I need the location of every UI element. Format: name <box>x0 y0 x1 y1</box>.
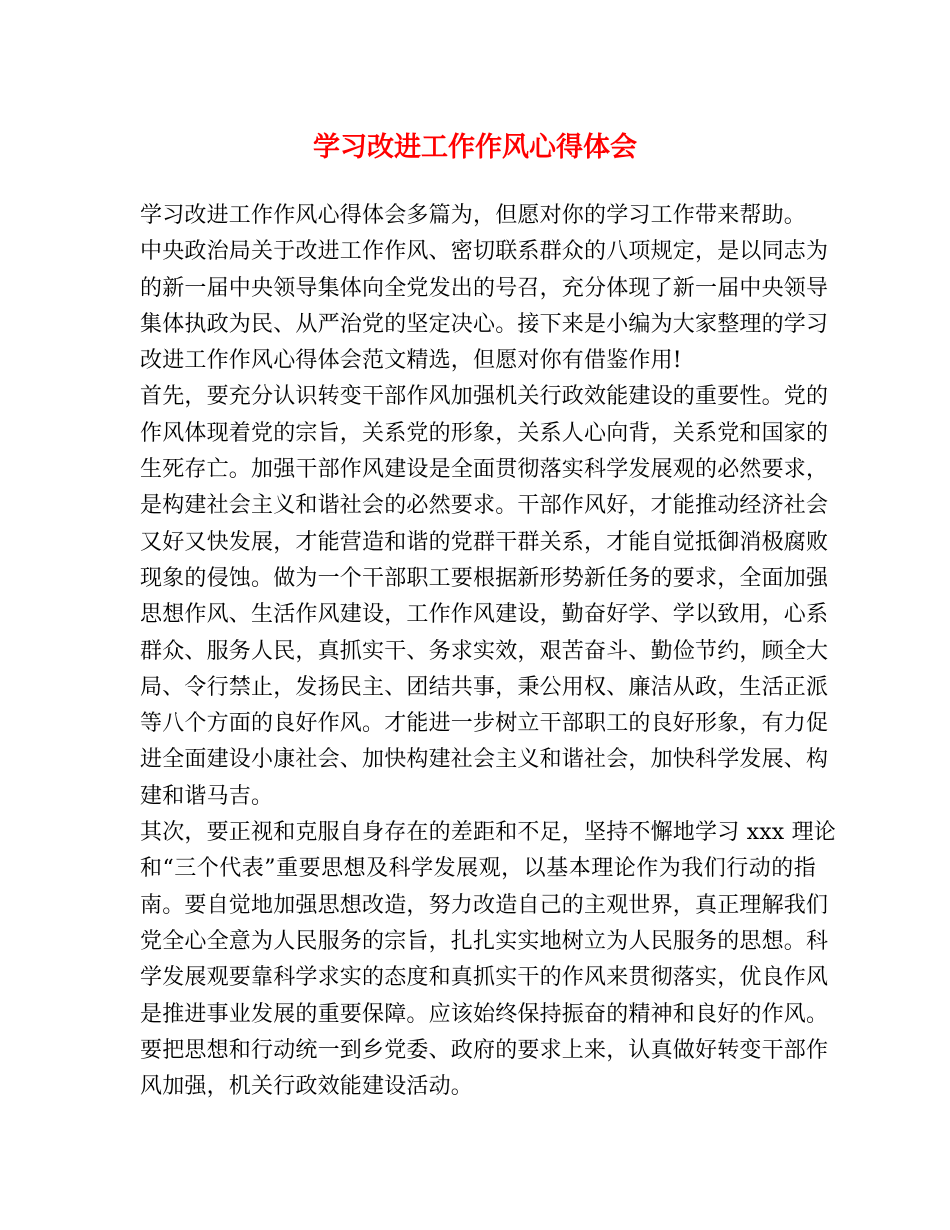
text-line: 其次，要正视和克服自身存在的差距和不足，坚持不懈地学习 xxx 理论 <box>140 820 837 846</box>
document-body <box>140 198 837 1105</box>
text-line: 学发展观要靠科学求实的态度和真抓实干的作风来贯彻落实，优良作风 <box>140 965 829 991</box>
text-line: 局、令行禁止，发扬民主、团结共事，秉公用权、廉洁从政，生活正派 <box>140 674 829 700</box>
text-line: 生死存亡。加强干部作风建设是全面贯彻落实科学发展观的必然要求， <box>140 457 829 483</box>
text-line: 要把思想和行动统一到乡党委、政府的要求上来，认真做好转变干部作 <box>140 1037 829 1063</box>
text-line: 和“三个代表”重要思想及科学发展观，以基本理论作为我们行动的指 <box>140 856 816 882</box>
text-line: 群众、服务人民，真抓实干、务求实效，艰苦奋斗、勤俭节约，顾全大 <box>140 638 829 664</box>
text-line: 是构建社会主义和谐社会的必然要求。干部作风好，才能推动经济社会 <box>140 493 829 519</box>
text-line: 作风体现着党的宗旨，关系党的形象，关系人心向背，关系党和国家的 <box>140 420 829 446</box>
text-line: 首先，要充分认识转变干部作风加强机关行政效能建设的重要性。党的 <box>140 384 829 410</box>
text-line: 改进工作作风心得体会范文精选，但愿对你有借鉴作用! <box>140 348 682 374</box>
page-title: 学习改进工作作风心得体会 <box>313 132 637 163</box>
text-line: 现象的侵蚀。做为一个干部职工要根据新形势新任务的要求，全面加强 <box>140 565 829 591</box>
text-line: 中央政治局关于改进工作作风、密切联系群众的八项规定，是以同志为 <box>140 239 829 265</box>
text-line: 的新一届中央领导集体向全党发出的号召，充分体现了新一届中央领导 <box>140 275 829 301</box>
text-line: 集体执政为民、从严治党的坚定决心。接下来是小编为大家整理的学习 <box>140 311 829 337</box>
text-line: 南。要自觉地加强思想改造，努力改造自己的主观世界，真正理解我们 <box>140 892 829 918</box>
text-line: 建和谐马吉。 <box>140 783 274 809</box>
text-line: 进全面建设小康社会、加快构建社会主义和谐社会，加快科学发展、构 <box>140 747 829 773</box>
text-line: 等八个方面的良好作风。才能进一步树立干部职工的良好形象，有力促 <box>140 711 829 737</box>
text-line: 风加强，机关行政效能建设活动。 <box>140 1074 474 1100</box>
text-line: 思想作风、生活作风建设，工作作风建设，勤奋好学、学以致用，心系 <box>140 602 829 628</box>
text-line: 是推进事业发展的重要保障。应该始终保持振奋的精神和良好的作风。 <box>140 1001 829 1027</box>
text-line: 又好又快发展，才能营造和谐的党群干群关系，才能自觉抵御消极腐败 <box>140 529 829 555</box>
text-line: 学习改进工作作风心得体会多篇为，但愿对你的学习工作带来帮助。 <box>140 203 807 228</box>
text-line: 党全心全意为人民服务的宗旨，扎扎实实地树立为人民服务的思想。科 <box>140 928 829 954</box>
